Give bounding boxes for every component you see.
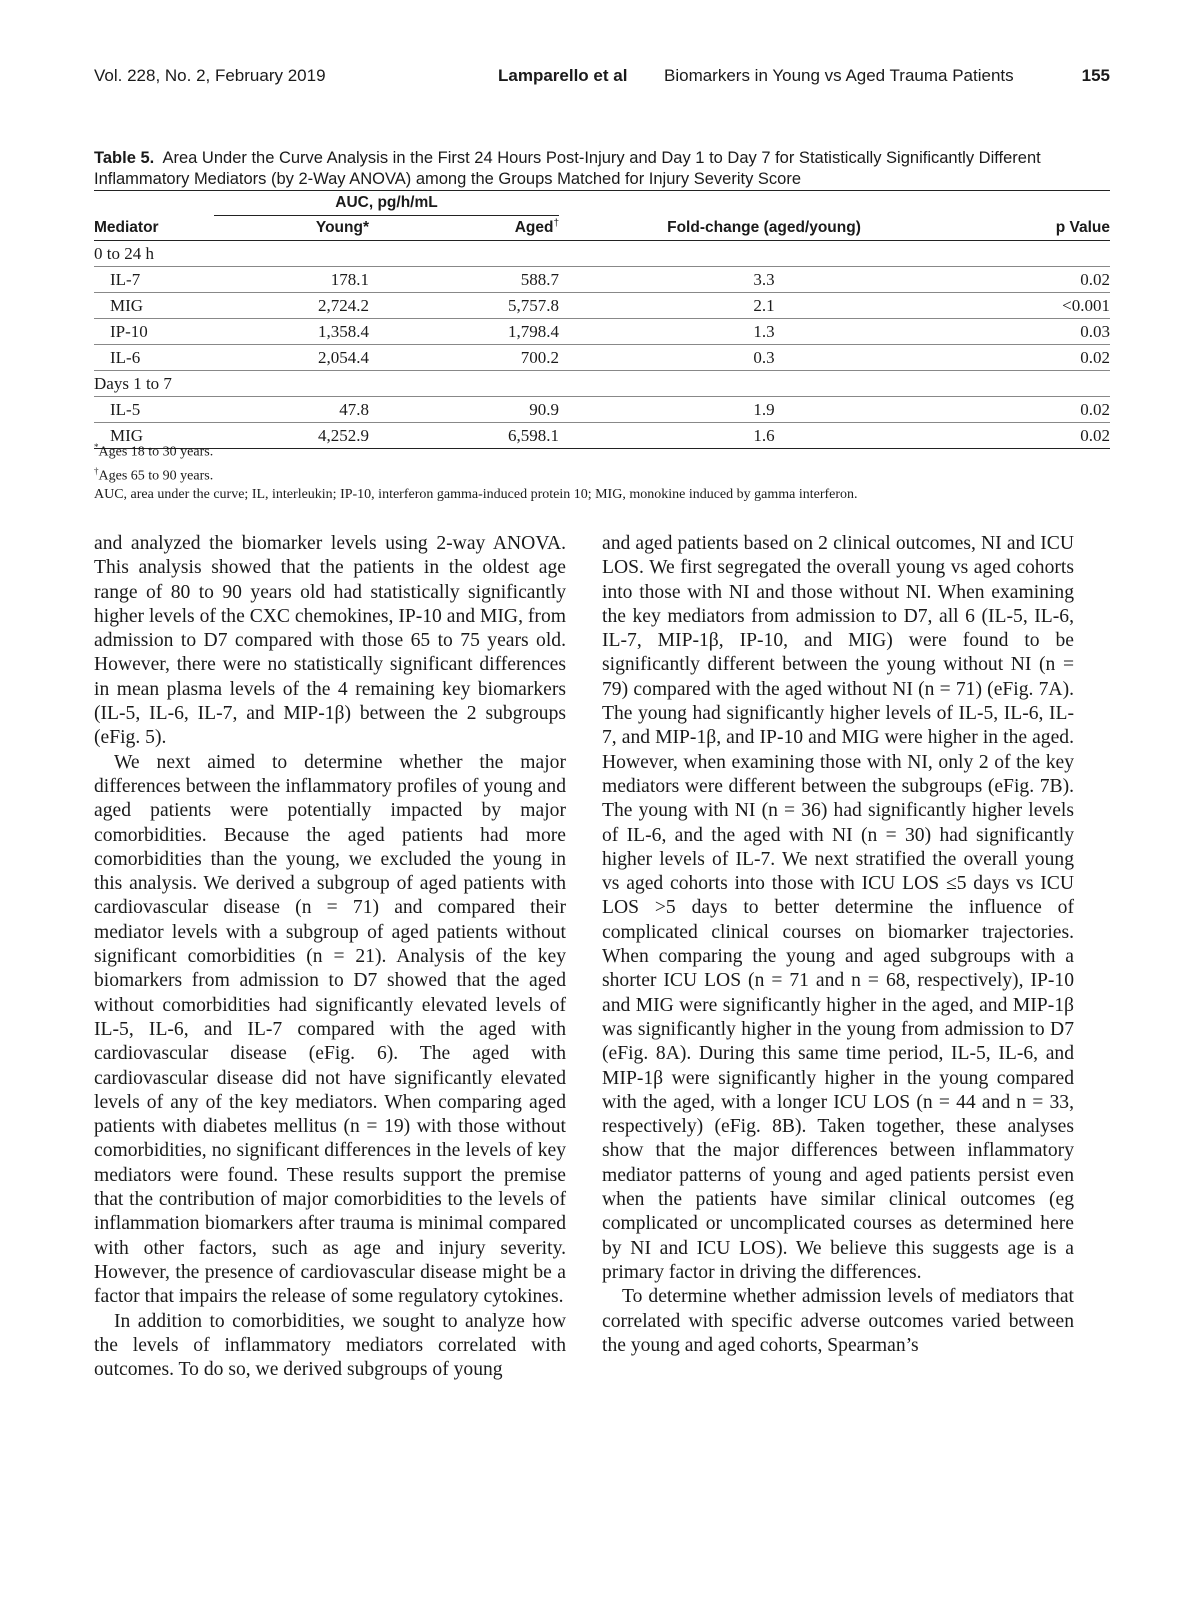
footnote-abbreviations: AUC, area under the curve; IL, interleukin; IP-10, interferon gamma-induced protein 10; MIG, monokine induced by gamma interferon. (94, 487, 858, 503)
cell-fold: 0.3 (559, 345, 969, 371)
cell-aged: 1,798.4 (369, 319, 559, 345)
body-column-left (94, 532, 566, 1382)
cell-fold: 1.9 (559, 397, 969, 423)
cell-young: 47.8 (214, 397, 369, 423)
table-row (94, 397, 1110, 423)
cell-p: <0.001 (969, 293, 1110, 319)
auc-table (94, 190, 1110, 449)
cell-p: 0.02 (969, 267, 1110, 293)
running-authors: Lamparello et al (498, 66, 628, 85)
section-header-row (94, 371, 1110, 397)
table-row (94, 267, 1110, 293)
table-row (94, 345, 1110, 371)
cell-young: 178.1 (214, 267, 369, 293)
table-row (94, 319, 1110, 345)
cell-young: 2,054.4 (214, 345, 369, 371)
cell-fold: 2.1 (559, 293, 969, 319)
table-footnotes (94, 438, 1110, 504)
cell-mediator: IL-5 (94, 397, 214, 423)
paragraph: In addition to comorbidities, we sought to analyze how the levels of inflammatory mediators correlated with outcomes. To do so, we derived subgroups of young (94, 1310, 566, 1381)
section-label: 0 to 24 h (94, 241, 1110, 267)
cell-fold: 1.3 (559, 319, 969, 345)
cell-young: 2,724.2 (214, 293, 369, 319)
cell-aged: 700.2 (369, 345, 559, 371)
body-column-right (602, 532, 1074, 1358)
footnote-young: *Ages 18 to 30 years. (94, 442, 214, 460)
paragraph: To determine whether admission levels of mediators that correlated with specific adverse outcomes varied between the young and aged cohorts, Spearman’s (602, 1286, 1074, 1356)
col-aged: Aged† (514, 218, 559, 237)
cell-mediator: MIG (110, 425, 144, 445)
table-caption-text: Area Under the Curve Analysis in the First 24 Hours Post-Injury and Day 1 to Day 7 for Statistically Significantly Different Inflammatory Mediators (by 2-Way ANOVA) among the Groups Matched for Injury Severity Score (94, 149, 1041, 188)
table-caption (94, 148, 1110, 190)
cell-fold: 1.6 (753, 425, 775, 445)
cell-p: 0.02 (1080, 425, 1110, 445)
section-label: Days 1 to 7 (94, 371, 1110, 397)
col-p-value: p Value (1055, 218, 1110, 236)
cell-young: 1,358.4 (214, 319, 369, 345)
paragraph: and aged patients based on 2 clinical outcomes, NI and ICU LOS. We first segregated the overall young vs aged cohorts into those with NI and those without NI. When examining the key mediators from admission to D7, all 6 (IL-5, IL-6, IL-7, MIP-1β, IP-10, and MIG) were found to be significantly different between the young without NI (n = 79) compared with the aged without NI (n = 71) (eFig. 7A). The young had significantly higher levels of IL-5, IL-6, IL-7, and MIP-1β, and IP-10 and MIG were higher in the aged. However, when examining those with NI, only 2 of the key mediators were different between the subgroups (eFig. 7B). The young with NI (n = 36) had significantly higher levels of IL-6, and the aged with NI (n = 30) had significantly higher levels of IL-7. We next stratified the overall young vs aged cohorts into those with ICU LOS ≤5 days vs ICU LOS >5 days to better determine the influence of complicated clinical courses on biomarker trajectories. When comparing the young and aged subgroups with a shorter ICU LOS (n = 71 and n = 68, respectively), IP-10 and MIG were significantly higher in the aged, and MIP-1β was significantly higher in the young from admission to D7 (eFig. 8A). During this same time period, IL-5, IL-6, and MIP-1β were significantly higher in the young compared with the aged, with a longer ICU LOS (n = 44 and n = 33, respectively) (eFig. 8B). Taken together, these analyses show that the major differences between inflammatory mediator patterns of young and aged patients persist even when the patients have similar clinical outcomes (eg complicated or uncomplicated courses as determined here by NI and ICU LOS). We believe this suggests age is a primary factor in driving the differences. (602, 533, 1074, 1283)
cell-aged: 588.7 (369, 267, 559, 293)
cell-aged: 90.9 (369, 397, 559, 423)
col-fold-change: Fold-change (aged/young) (667, 218, 861, 236)
paragraph: We next aimed to determine whether the major differences between the inflammatory profiles of young and aged patients were potentially impacted by major comorbidities. Because the aged patients had more comorbidities than the young, we excluded the young in this analysis. We derived a subgroup of aged patients with cardiovascular disease (n = 71) and compared their mediator levels with a subgroup of aged patients without significant comorbidities (n = 21). Analysis of the key biomarkers from admission to D7 showed that the aged without comorbidities had significantly elevated levels of IL-5, IL-6, and IL-7 compared with the aged with cardiovascular disease (eFig. 6). The aged with cardiovascular disease did not have significantly elevated levels of any of the key mediators. When comparing aged patients with diabetes mellitus (n = 19) with those without comorbidities, no significant differences in the levels of key mediators were found. These results support the premise that the contribution of major comorbidities to the levels of inflammation biomarkers after trauma is minimal compared with other factors, such as age and injury severity. However, the presence of cardiovascular disease might be a factor that impairs the release of some regulatory cytokines. (94, 751, 566, 1308)
paragraph: and analyzed the biomarker levels using 2-way ANOVA. This analysis showed that the patients in the oldest age range of 80 to 90 years old had statistically significantly higher levels of the CXC chemokines, IP-10 and MIG, from admission to D7 compared with those 65 to 75 years old. However, there were no statistically significant differences in mean plasma levels of the 4 remaining key biomarkers (IL-5, IL-6, IL-7, and MIP-1β) between the 2 subgroups (eFig. 5). (94, 533, 566, 749)
journal-volume: Vol. 228, No. 2, February 2019 (94, 66, 326, 85)
cell-p: 0.02 (969, 345, 1110, 371)
running-title: Biomarkers in Young vs Aged Trauma Patients (664, 66, 1014, 85)
cell-aged: 6,598.1 (508, 425, 559, 445)
auc-group-header: AUC, pg/h/mL (214, 191, 559, 216)
table-label: Table 5. (94, 149, 155, 167)
cell-aged: 5,757.8 (369, 293, 559, 319)
section-header-row (94, 241, 1110, 267)
footnote-aged: †Ages 65 to 90 years. (94, 465, 214, 484)
running-header (94, 66, 1110, 90)
cell-p: 0.03 (969, 319, 1110, 345)
cell-mediator: IL-6 (94, 345, 214, 371)
cell-young: 4,252.9 (318, 425, 369, 445)
cell-mediator: IP-10 (94, 319, 214, 345)
page-number: 155 (1081, 66, 1110, 85)
cell-mediator: MIG (94, 293, 214, 319)
col-young: Young* (315, 219, 369, 236)
table-row (94, 293, 1110, 319)
cell-p: 0.02 (969, 397, 1110, 423)
col-mediator: Mediator (94, 218, 159, 236)
cell-fold: 3.3 (559, 267, 969, 293)
cell-mediator: IL-7 (94, 267, 214, 293)
